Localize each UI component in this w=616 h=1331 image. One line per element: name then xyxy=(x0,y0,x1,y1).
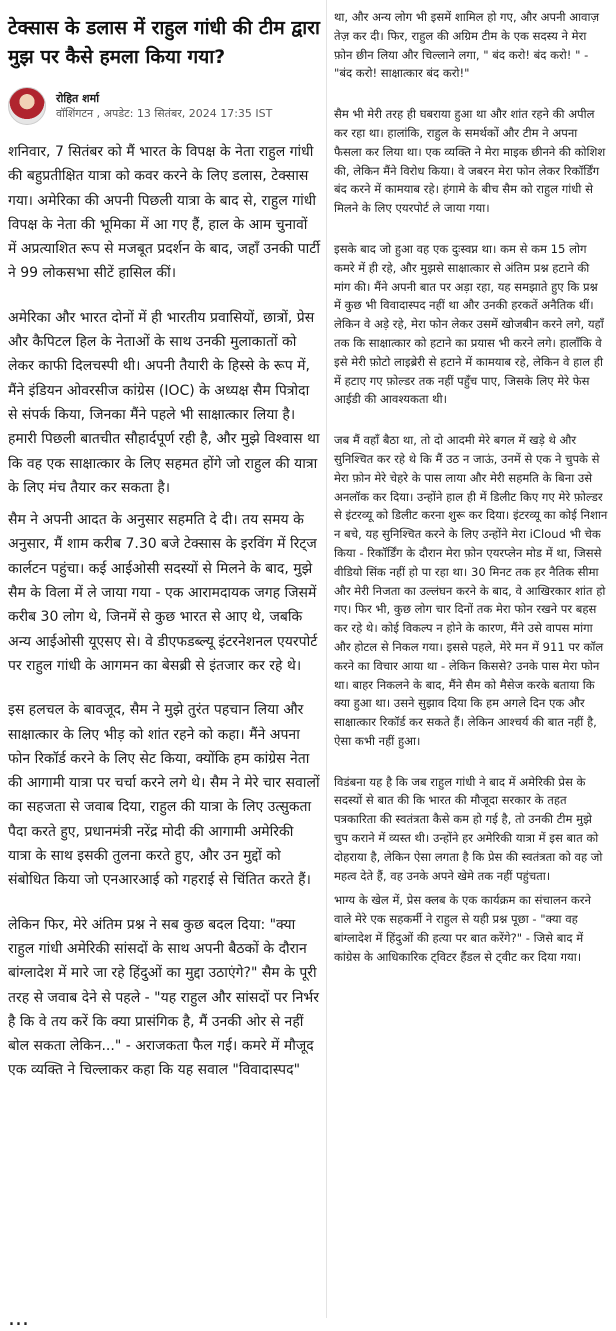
paragraph: भाग्य के खेल में, प्रेस क्लब के एक कार्यक्रम का संचालन करने वाले मेरे एक सहकर्मी ने राहुल से यही प्रश्न पूछा - "क्या वह बांग्लादेश में हिंदुओं की हत्या पर बात करेंगे?" - जिसे बाद में कांग्रेस के आधिकारिक ट्विटर हैंडल से ट्वीट कर दिया गया। xyxy=(334,893,591,964)
paragraph: इसके बाद जो हुआ वह एक दुःस्वप्न था। कम से कम 15 लोग कमरे में ही रहे, और मुझसे साक्षात्कार से अंतिम प्रश्न हटाने की मांग की। मैंने अपनी बात पर अड़ा रहा, यह समझाते हुए कि प्रश्न में कुछ भी विवादास्पद नहीं था और उनकी हरकतें अनैतिक थीं। लेकिन वे अड़े रहे, मेरा फोन लेकर उसमें खोजबीन करने लगे, यहाँ तक कि साक्षात्कार को हटाने का प्रयास भी करने लगे। हालाँकि वे इसे मेरी फ़ोटो लाइब्रेरी से हटाने में कामयाब रहे, लेकिन वे हाल ही में हटाए गए फ़ोल्डर तक नहीं पहुँच पाए, जिसके लिए मेरे फेस आईडी की आवश्यकता थी। xyxy=(334,241,604,407)
paragraph: सैम ने अपनी आदत के अनुसार सहमति दे दी। तय समय के अनुसार, मैं शाम करीब 7.30 बजे टेक्सास के इरविंग में रिट्ज कार्लटन पहुंचा। कई आईओसी सदस्यों से मिलने के बाद, मुझे सैम के विला में ले जाया गया - एक आरामदायक जगह जिसमें करीब 30 लोग थे, जिनमें से कुछ भारत से आए थे, जबकि अन्य आईओसी यूएसए से। वे डीएफडब्ल्यू इंटरनेशनल एयरपोर्ट पर राहुल गांधी के आगमन का बेसब्री से इंतजार कर रहे थे। xyxy=(8,512,318,674)
cropped-overflow-text xyxy=(0,1306,616,1331)
paragraph: शनिवार, 7 सितंबर को मैं भारत के विपक्ष के नेता राहुल गांधी की बहुप्रतीक्षित यात्रा को कवर करने के लिए डलास, टेक्सास गया। अमेरिका की अपनी पिछली यात्रा के बाद से, राहुल गांधी विपक्ष के नेता की भूमिका में आ गए हैं, हाल के आम चुनावों में अप्रत्याशित रूप से मजबूत प्रदर्शन के बाद, जहाँ उनकी पार्टी ने 99 लोकसभा सीटें हासिल कीं। xyxy=(8,144,320,282)
article-headline: टेक्सास के डलास में राहुल गांधी की टीम द्वारा मुझ पर कैसे हमला किया गया? xyxy=(8,17,320,68)
paragraph: लेकिन फिर, मेरे अंतिम प्रश्न ने सब कुछ बदल दिया: "क्या राहुल गांधी अमेरिकी सांसदों के साथ अपनी बैठकों के दौरान बांग्लादेश में मारे जा रहे हिंदुओं का मुद्दा उठाएंगे?" सैम के पूरी तरह से जवाब देने से पहले - "यह राहुल और सांसदों पर निर्भर है कि वे तय करें कि क्या प्रासंगिक है, मैं उनकी ओर से नहीं बोल सकता लेकिन..." - अराजकता फैल गई। कमरे में मौजूद एक व्यक्ति ने चिल्लाकर कहा कि यह सवाल "विवादास्पद" xyxy=(8,916,319,1079)
column-divider xyxy=(326,0,327,1318)
dateline: वॉशिंगटन , अपडेट: 13 सितंबर, 2024 17:35 IST xyxy=(56,106,273,120)
paragraph: था, और अन्य लोग भी इसमें शामिल हो गए, और अपनी आवाज़ तेज़ कर दी। फिर, राहुल की अग्रिम टीम के एक सदस्य ने मेरा फ़ोन छीन लिया और चिल्लाने लगा, " बंद करो! बंद करो! " - "बंद करो! साक्षात्कार बंद करो!" xyxy=(334,10,600,81)
paragraph: सैम भी मेरी तरह ही घबराया हुआ था और शांत रहने की अपील कर रहा था। हालांकि, राहुल के समर्थकों और टीम ने अपना फैसला कर लिया था। एक व्यक्ति ने मेरा माइक छीनने की कोशिश की, लेकिन मैंने विरोध किया। वे जबरन मेरा फोन लेकर रिकॉर्डिंग बंद करने में कामयाब रहे। हंगामे के बीच सैम को राहुल गांधी से मिलने के लिए एयरपोर्ट ले जाया गया। xyxy=(334,107,606,216)
left-column xyxy=(8,14,320,1103)
right-column xyxy=(334,8,608,989)
paragraph: अमेरिका और भारत दोनों में ही भारतीय प्रवासियों, छात्रों, प्रेस और कैपिटल हिल के नेताओं के साथ उनकी मुलाकातों को लेकर काफी दिलचस्पी थी। अपनी तैयारी के हिस्से के रूप में, मैंने इंडियन ओवरसीज कांग्रेस (IOC) के अध्यक्ष सैम पित्रोदा से संपर्क किया, जिनका मैंने पहले भी साक्षात्कार लिया है। हमारी पिछली बातचीत सौहार्दपूर्ण रही है, और मुझे विश्वास था कि वह एक साक्षात्कार के लिए सहमत होंगे जो राहुल की यात्रा के लिए मंच तैयार कर सकता है। xyxy=(8,309,320,496)
author-info xyxy=(56,91,272,122)
overflow-line: ... xyxy=(8,1306,29,1331)
paragraph: विडंबना यह है कि जब राहुल गांधी ने बाद में अमेरिकी प्रेस के सदस्यों से बात की कि भारत की मौजूदा सरकार के तहत पत्रकारिता की स्वतंत्रता कैसे कम हो गई है, तो उनकी टीम मुझे चुप कराने में व्यस्त थी। उन्होंने हर अमेरिकी यात्रा में इस बात को दोहराया है, लेकिन ऐसा लगता है कि प्रेस की स्वतंत्रता को वह जो महत्व देते हैं, वह उनके अपने खेमे तक नहीं पहुंचता। xyxy=(334,774,603,883)
paragraph: जब मैं वहाँ बैठा था, तो दो आदमी मेरे बगल में खड़े थे और सुनिश्चित कर रहे थे कि मैं उठ न जाऊं, उनमें से एक ने चुपके से मेरा फ़ोन मेरे चेहरे के पास लाया और मेरी सहमति के बिना उसे अनलॉक कर दिया। उन्होंने हाल ही में डिलीट किए गए मेरे फ़ोल्डर से इंटरव्यू को डिलीट करना शुरू कर दिया। इंटरव्यू का कोई निशान न बचे, यह सुनिश्चित करने के लिए उन्होंने मेरा iCloud भी चेक किया - रिकॉर्डिंग के दौरान मेरा फ़ोन एयरप्लेन मोड में था, जिससे वीडियो सिंक नहीं हो पा रहा था। 30 मिनट तक हर नैतिक सीमा और मेरी निजता का उल्लंघन करने के बाद, वे आखिरकार शांत हो गए। फिर भी, कुछ लोग चार दिनों तक मेरा फोन रखने पर बहस कर रहे थे। कोई विकल्प न होने के कारण, मैंने उसे वापस मांगा और होटल से निकल गया। इससे पहले, मेरे मन में 911 पर कॉल करने का विचार आया था - लेकिन किससे? उनके पास मेरा फोन था। बाहर निकलने के बाद, मैंने सैम को मैसेज करके बताया कि क्या हुआ था। उसने सुझाव दिया कि हम अगले दिन एक और साक्षात्कार रिकॉर्ड कर सकते हैं। लेकिन आश्चर्य की बात नहीं है, ऐसा कभी नहीं हुआ। xyxy=(334,433,608,748)
byline xyxy=(8,86,320,126)
paragraph: इस हलचल के बावजूद, सैम ने मुझे तुरंत पहचान लिया और साक्षात्कार के लिए भीड़ को शांत रहने को कहा। मैंने अपना फोन रिकॉर्ड करने के लिए सेट किया, क्योंकि हम कांग्रेस नेता की आगामी यात्रा पर चर्चा करने लगे थे। सैम ने मेरे चार सवालों का सहजता से जवाब दिया, राहुल की यात्रा के लिए उत्सुकता पैदा करते हुए, प्रधानमंत्री नरेंद्र मोदी की आगामी अमेरिकी यात्रा के साथ इसकी तुलना करते हुए, और उन मुद्दों को संबोधित किया जो एनआरआई को गहराई से चिंतित करते हैं। xyxy=(8,702,320,889)
author-avatar[interactable] xyxy=(8,87,46,125)
author-name[interactable]: रोहित शर्मा xyxy=(56,91,100,105)
